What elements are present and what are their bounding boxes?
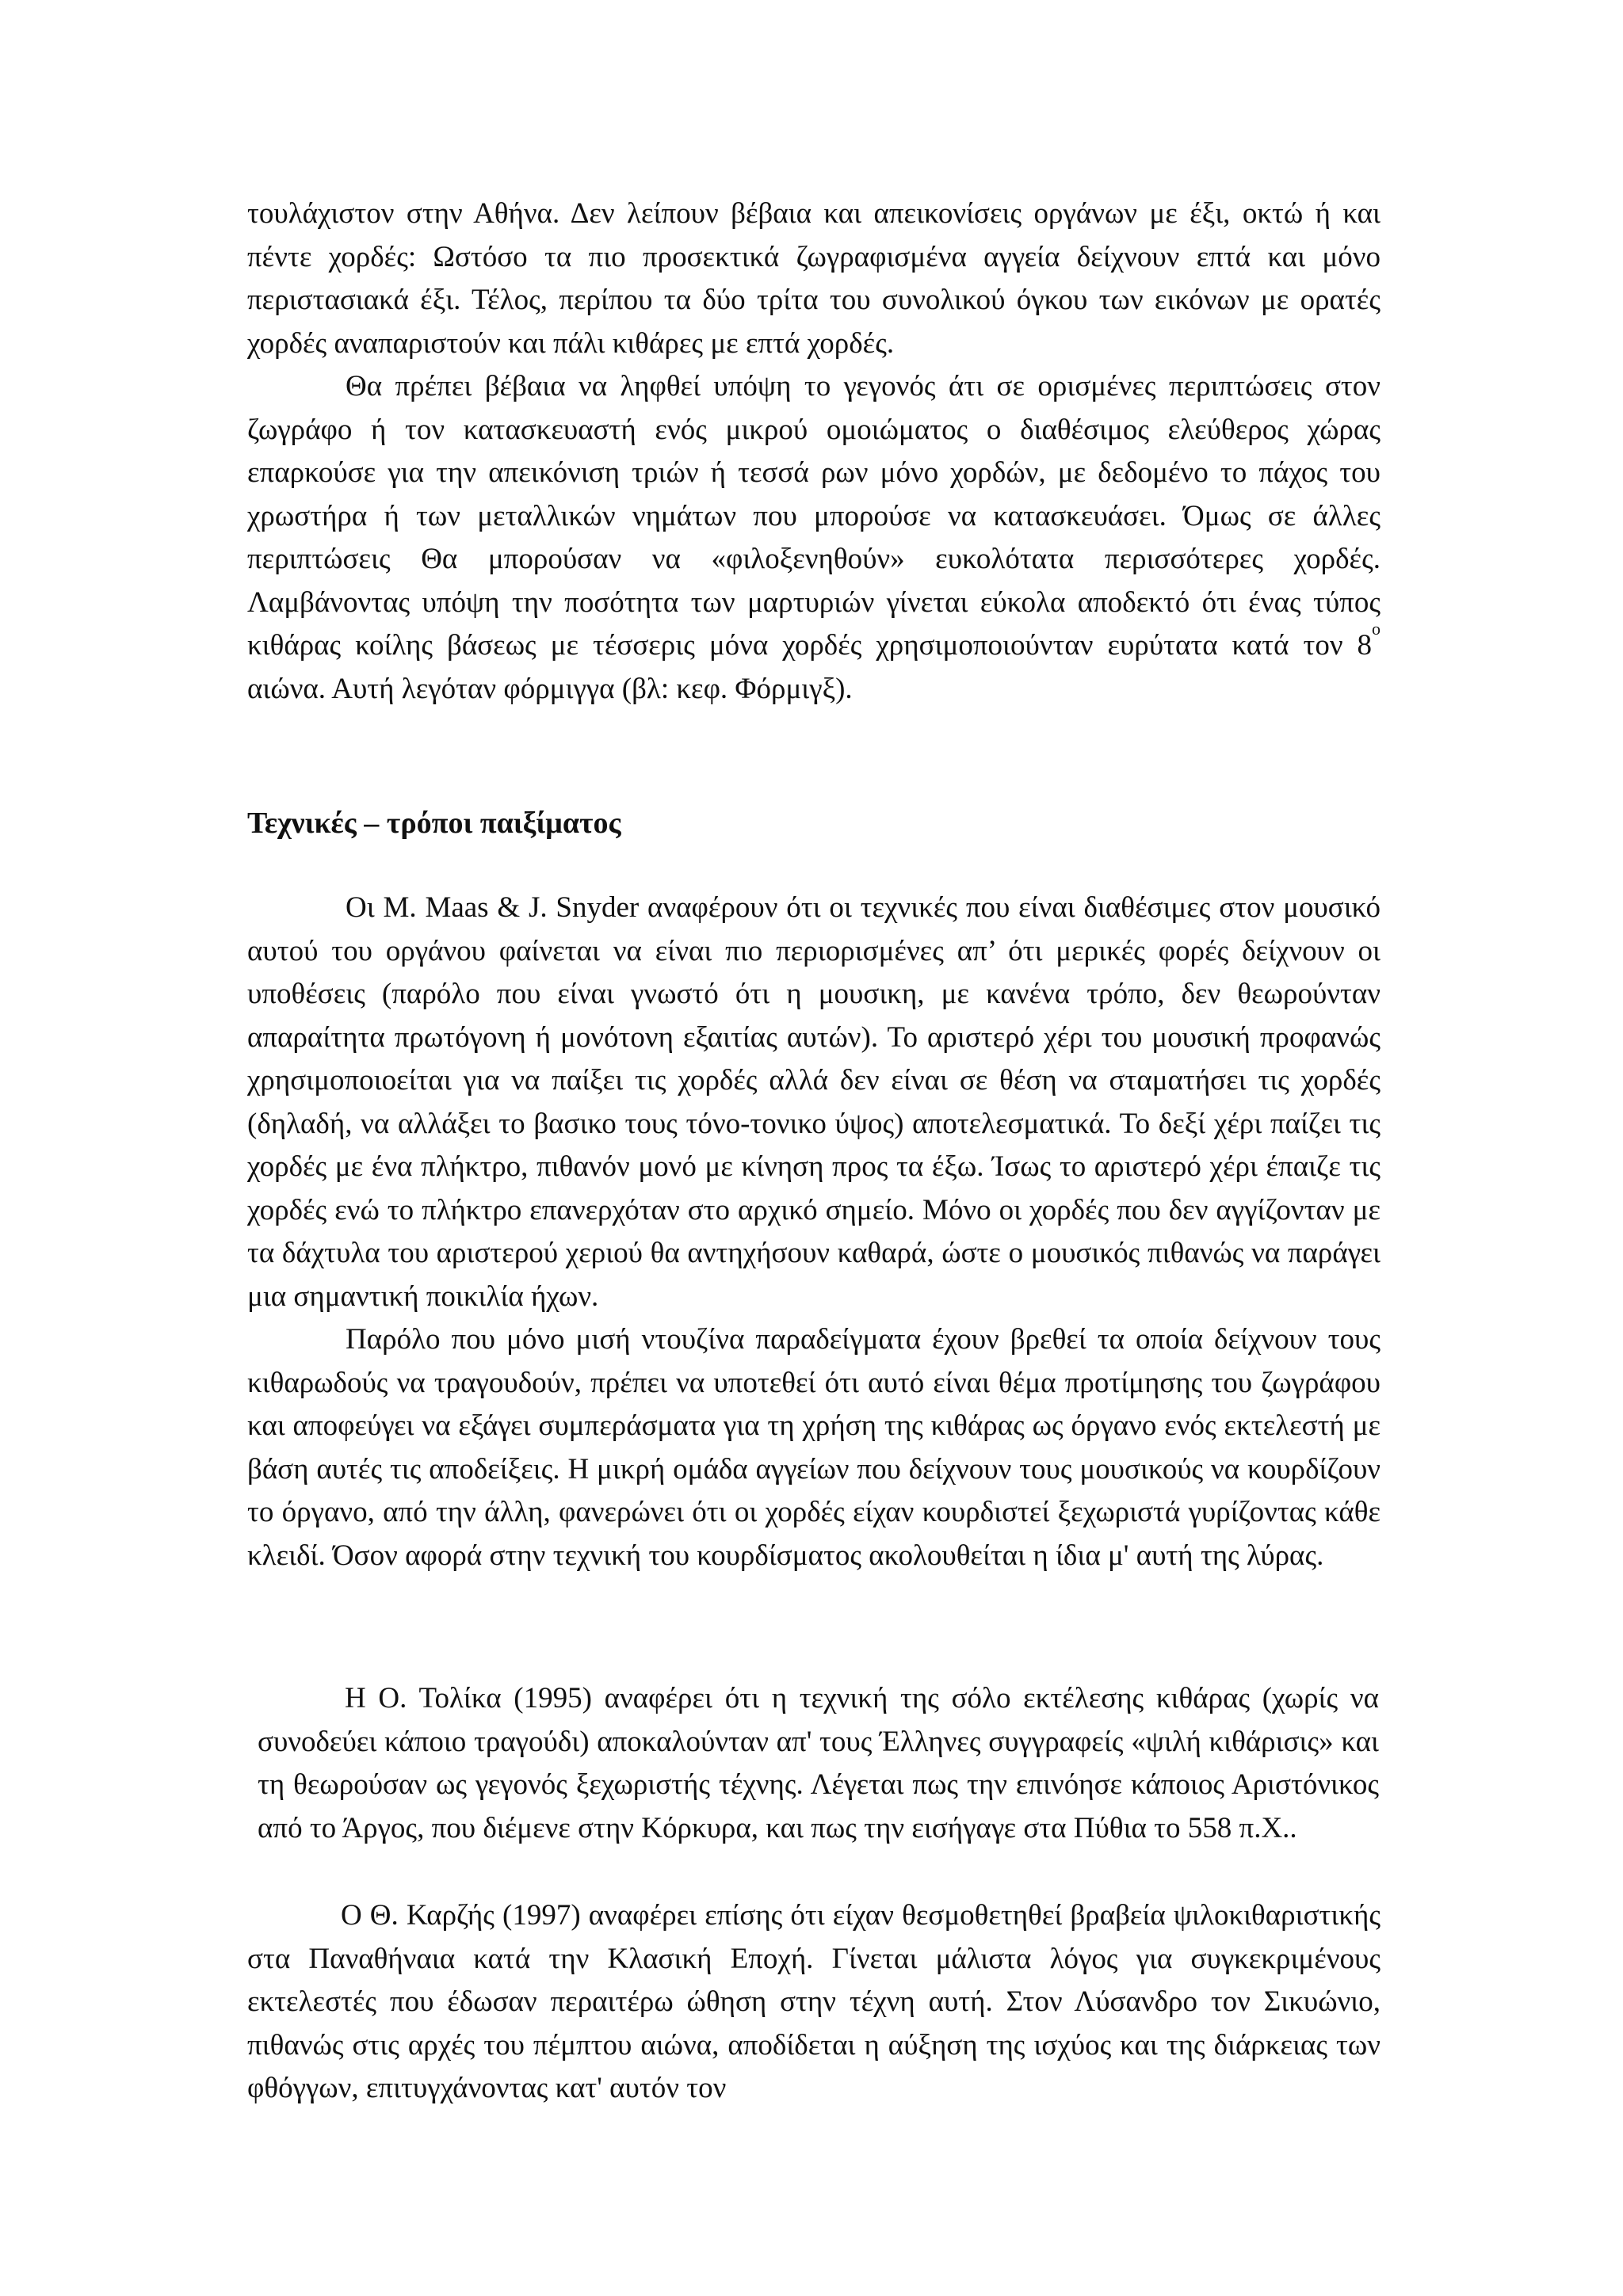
paragraph-4: Παρόλο που μόνο μισή ντουζίνα παραδείγματα έχουν βρεθεί τα οποία δείχνουν τους κιθαρωδούς να τραγουδούν, πρέπει να υποτεθεί ότι αυτό είναι θέμα προτίμησης του ζωγράφου και αποφεύγει να εξάγει συμπεράσματα για τη χρήση της κιθάρας ως όργανο ενός εκτελεστή με βάση αυτές τις αποδείξεις. Η μικρή ομάδα αγγείων που δείχνουν τους μουσικούς να κουρδίζουν το όργανο, από την άλλη, φανερώνει ότι οι χορδές είχαν κουρδιστεί ξεχωριστά γυρίζοντας κάθε κλειδί. Όσον αφορά στην τεχνική του κουρδίσματος ακολουθείται η ίδια μ' αυτή της λύρας. [247, 1323, 1381, 1572]
paragraph-5-block [258, 1677, 1379, 1850]
text-block-middle [247, 887, 1381, 1577]
paragraph-2-text-a: Θα πρέπει βέβαια να ληφθεί υπόψη το γεγονός άτι σε ορισμένες περιπτώσεις στον ζωγράφο ή τον κατασκευαστή ενός μικρού ομοιώματος ο διαθέσιμος ελεύθερος χώρας επαρκούσε για την απεικόνιση τριών ή τεσσά ρων μόνο χορδών, με δεδομένο το πάχος του χρωστήρα ή των μεταλλικών νημάτων που μπορούσε να κατασκευάσει. Όμως σε άλλες περιπτώσεις Θα μπορούσαν να «φιλοξενηθούν» ευκολότατα περισσότερες χορδές. Λαμβάνοντας υπόψη την ποσότητα των μαρτυριών γίνεται εύκολα αποδεκτό ότι ένας τύπος κιθάρας κοίλης βάσεως με τέσσερις μόνα χορδές χρησιμοποιούνταν ευρύτατα κατά τον 8 [247, 370, 1381, 662]
paragraph-5: Η Ο. Τολίκα (1995) αναφέρει ότι η τεχνική της σόλο εκτέλεσης κιθάρας (χωρίς να συνοδεύει κάποιο τραγούδι) αποκαλούνταν απ' τους Έλληνες συγγραφείς «ψιλή κιθάρισις» και τη θεωρούσαν ως γεγονός ξεχωριστής τέχνης. Λέγεται πως την επινόησε κάποιος Αριστόνικος από το Άργος, που διέμενε στην Κόρκυρα, και πως την εισήγαγε στα Πύθια το 558 π.Χ.. [258, 1682, 1379, 1844]
paragraph-2-text-b: αιώνα. Αυτή λεγόταν φόρμιγγα (βλ: κεφ. Φόρμιγξ). [247, 672, 853, 705]
text-block-bottom [247, 1894, 1381, 2111]
paragraph-1: τουλάχιστον στην Αθήνα. Δεν λείπουν βέβαια και απεικονίσεις οργάνων με έξι, οκτώ ή και πέντε χορδές: Ωστόσο τα πιο προσεκτικά ζωγραφισμένα αγγεία δείχνουν επτά και μόνο περιστασιακά έξι. Τέλος, περίπου τα δύο τρίτα του συνολικού όγκου των εικόνων με ορατές χορδές αναπαριστούν και πάλι κιθάρες με επτά χορδές. [247, 197, 1381, 360]
text-block-top [247, 193, 1381, 711]
paragraph-2 [247, 365, 1381, 711]
paragraph-3: Οι M. Maas & J. Snyder αναφέρουν ότι οι τεχνικές που είναι διαθέσιμες στον μουσικό αυτού του οργάνου φαίνεται να είναι πιο περιορισμένες απ’ ότι μερικές φορές δείχνουν οι υποθέσεις (παρόλο που είναι γνωστό ότι η μουσικη, με κανένα τρόπο, δεν θεωρούνταν απαραίτητα πρωτόγονη ή μονότονη εξαιτίας αυτών). Το αριστερό χέρι του μουσική προφανώς χρησιμοποιοείται για να παίξει τις χορδές αλλά δεν είναι σε θέση να σταματήσει τις χορδές (δηλαδή, να αλλάξει το βασικο τους τόνο-τονικο ύψος) αποτελεσματικά. Το δεξί χέρι παίζει τις χορδές με ένα πλήκτρο, πιθανόν μονό με κίνηση προς τα έξω. Ίσως το αριστερό χέρι έπαιζε τις χορδές ενώ το πλήκτρο επανερχόταν στο αρχικό σημείο. Μόνο οι χορδές που δεν αγγίζονταν με τα δάχτυλα του αριστερού χεριού θα αντηχήσουν καθαρά, ώστε ο μουσικός πιθανώς να παράγει μια σημαντική ποικιλία ήχων. [247, 891, 1381, 1313]
ordinal-superscript: ο [1372, 618, 1381, 639]
paragraph-6: Ο Θ. Καρζής (1997) αναφέρει επίσης ότι είχαν θεσμοθετηθεί βραβεία ψιλοκιθαριστικής στα Παναθήναια κατά την Κλασική Εποχή. Γίνεται μάλιστα λόγος για συγκεκριμένους εκτελεστές που έδωσαν περαιτέρω ώθηση στην τέχνη αυτή. Στον Λύσανδρο τον Σικυώνιο, πιθανώς στις αρχές του πέμπτου αιώνα, αποδίδεται η αύξηση της ισχύος και της διάρκειας των φθόγγων, επιτυγχάνοντας κατ' αυτόν τον [247, 1899, 1381, 2104]
section-heading: Τεχνικές – τρόποι παιξίματος [247, 807, 621, 840]
